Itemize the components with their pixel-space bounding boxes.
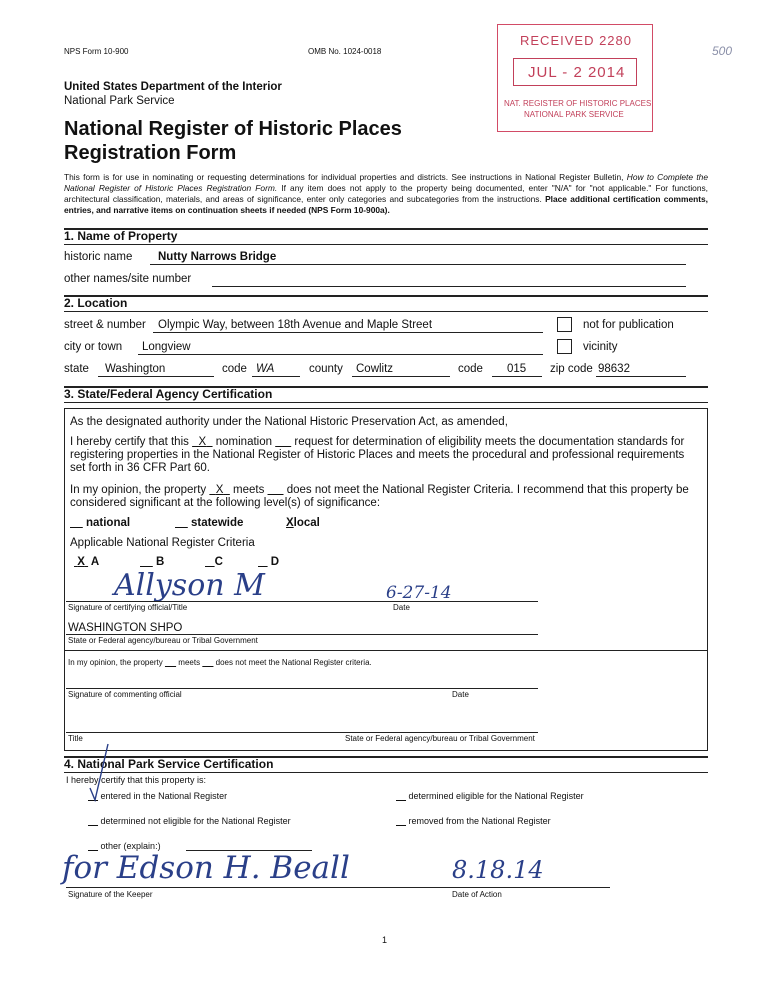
title-line [66,732,538,733]
stamp-register: NAT. REGISTER OF HISTORIC PLACES [504,99,652,108]
intro-p2: If any item does not apply to the property being documented, enter "N/A" for "not applicable." For functions, architectural classification, materials, and areas of significance, enter only categories and subcategories from the instructions. [64,183,709,204]
historic-name-label: historic name [64,251,133,263]
agency-label: State or Federal agency/bureau or Tribal Government [68,636,258,645]
opinion-paragraph [70,484,700,510]
criteria-label: Applicable National Register Criteria [70,537,255,549]
state-value[interactable]: Washington [105,363,166,375]
determined-not-eligible-option[interactable]: determined not eligible for the National Register [100,816,291,826]
county-code-label: code [458,363,483,375]
opinion-text: meets [229,484,268,496]
received-stamp [497,24,653,132]
signature-line [66,601,538,602]
vicinity-label: vicinity [583,341,618,353]
level-local[interactable]: Xlocal [286,517,320,529]
zip-value[interactable]: 98632 [598,363,630,375]
zip-label: zip code [550,363,593,375]
signature-date-label: Date [393,603,410,612]
title-agency-label: State or Federal agency/bureau or Tribal Government [345,734,535,743]
state-code-value[interactable]: WA [256,363,275,375]
comment-date-label: Date [452,690,469,699]
page-number: 1 [382,935,388,945]
agency-value[interactable]: WASHINGTON SHPO [68,622,183,634]
level-national[interactable]: national [85,517,131,529]
request-mark[interactable] [275,436,291,448]
authority-text: As the designated authority under the National Historic Preservation Act, as amended, [70,416,508,428]
title-label: Title [68,734,83,743]
historic-name-value[interactable]: Nutty Narrows Bridge [158,251,277,263]
check-mark-icon [88,742,110,802]
nomination-mark[interactable]: X [198,436,207,448]
rule [64,295,708,297]
stamp-service: NATIONAL PARK SERVICE [524,110,624,119]
determined-eligible-option[interactable]: determined eligible for the National Register [408,791,584,801]
rule [64,402,708,403]
zip-line [596,376,686,377]
department-name: United States Department of the Interior [64,81,282,93]
state-line [98,376,214,377]
county-line [352,376,450,377]
stamp-date: JUL - 2 2014 [528,64,626,81]
state-code-label: code [222,363,247,375]
certifying-signature: Allyson M [114,568,265,603]
rule [64,311,708,312]
section4-heading: 4. National Park Service Certification [64,757,274,771]
criterion-c[interactable]: C [214,556,223,568]
city-line [138,354,543,355]
criterion-d[interactable]: D [270,556,280,568]
county-code-line [492,376,542,377]
criterion-b[interactable]: B [155,556,165,568]
street-label: street & number [64,319,146,331]
comment-signature-label: Signature of commenting official [68,690,182,699]
form-title-line1: National Register of Historic Places [64,118,402,140]
entered-option[interactable]: entered in the National Register [100,791,228,801]
city-value[interactable]: Longview [142,341,191,353]
intro-p1: This form is for use in nominating or requesting determinations for individual properties and districts. See instructions in National Register Bulletin, [64,172,627,182]
state-label: state [64,363,89,375]
rule [64,244,708,245]
omb-number: OMB No. 1024-0018 [308,47,382,56]
service-name: National Park Service [64,95,175,107]
section3-heading: 3. State/Federal Agency Certification [64,387,273,401]
certify-text: I hereby certify that this [70,436,193,448]
corner-note: 500 [712,44,733,58]
street-line [153,332,543,333]
removed-option[interactable]: removed from the National Register [408,816,551,826]
other-names-line [212,286,686,287]
form-title-line2: Registration Form [64,142,237,164]
rule [64,772,708,773]
not-for-publication-checkbox[interactable] [557,317,572,332]
action-date: 8.18.14 [452,856,544,884]
state-code-line [252,376,300,377]
county-code-value[interactable]: 015 [507,363,527,375]
meets-mark[interactable]: X [215,484,224,496]
form-number: NPS Form 10-900 [64,47,129,56]
vicinity-checkbox[interactable] [557,339,572,354]
keeper-signature: for Edson H. Beall [62,850,350,886]
historic-name-line [150,264,686,265]
stamp-date-box [513,58,637,86]
stamp-received: RECEIVED 2280 [520,33,632,48]
county-value[interactable]: Cowlitz [356,363,394,375]
section2-heading: 2. Location [64,296,128,310]
intro-note: Place additional certification comments, entries, and narrative items on continuation sheets if needed (NPS Form 10-900a). [64,194,708,215]
comment-signature-line [66,688,538,689]
keeper-signature-label: Signature of the Keeper [68,890,153,899]
intro-bulletin-title: How to Complete the National Register of Historic Places Registration Form. [64,172,708,193]
not-for-publication-label: not for publication [583,319,674,331]
other-option[interactable]: other (explain:) [100,841,161,851]
intro-text [64,172,708,216]
rule [64,650,708,651]
certify-paragraph [70,436,700,475]
date-of-action-label: Date of Action [452,890,502,899]
county-label: county [309,363,343,375]
certify-text: request for determination of eligibility meets the documentation standards for registering properties in the National Register of Historic Places and meets the procedural and professional requirements set forth in 36 CFR Part 60. [70,436,685,474]
criterion-a[interactable]: X A [77,556,100,568]
keeper-certify-text: I hereby certify that this property is: [66,775,207,785]
street-value[interactable]: Olympic Way, between 18th Avenue and Maple Street [158,319,433,331]
comment-opinion: In my opinion, the property meets does not meet the National Register criteria. [68,658,372,667]
signature-official-label: Signature of certifying official/Title [68,603,188,612]
section1-heading: 1. Name of Property [64,229,178,243]
opinion-text: In my opinion, the property [70,484,210,496]
agency-line [66,634,538,635]
other-names-label: other names/site number [64,273,192,285]
level-statewide[interactable]: statewide [190,517,244,529]
city-label: city or town [64,341,123,353]
certify-text: nomination [212,436,276,448]
opinion-text: does not meet the National Register Criteria. I recommend that this property be considered significant at the following level(s) of significance: [70,484,689,509]
keeper-signature-line [66,887,610,888]
not-meet-mark[interactable] [268,484,284,496]
certifying-date: 6-27-14 [386,583,452,603]
